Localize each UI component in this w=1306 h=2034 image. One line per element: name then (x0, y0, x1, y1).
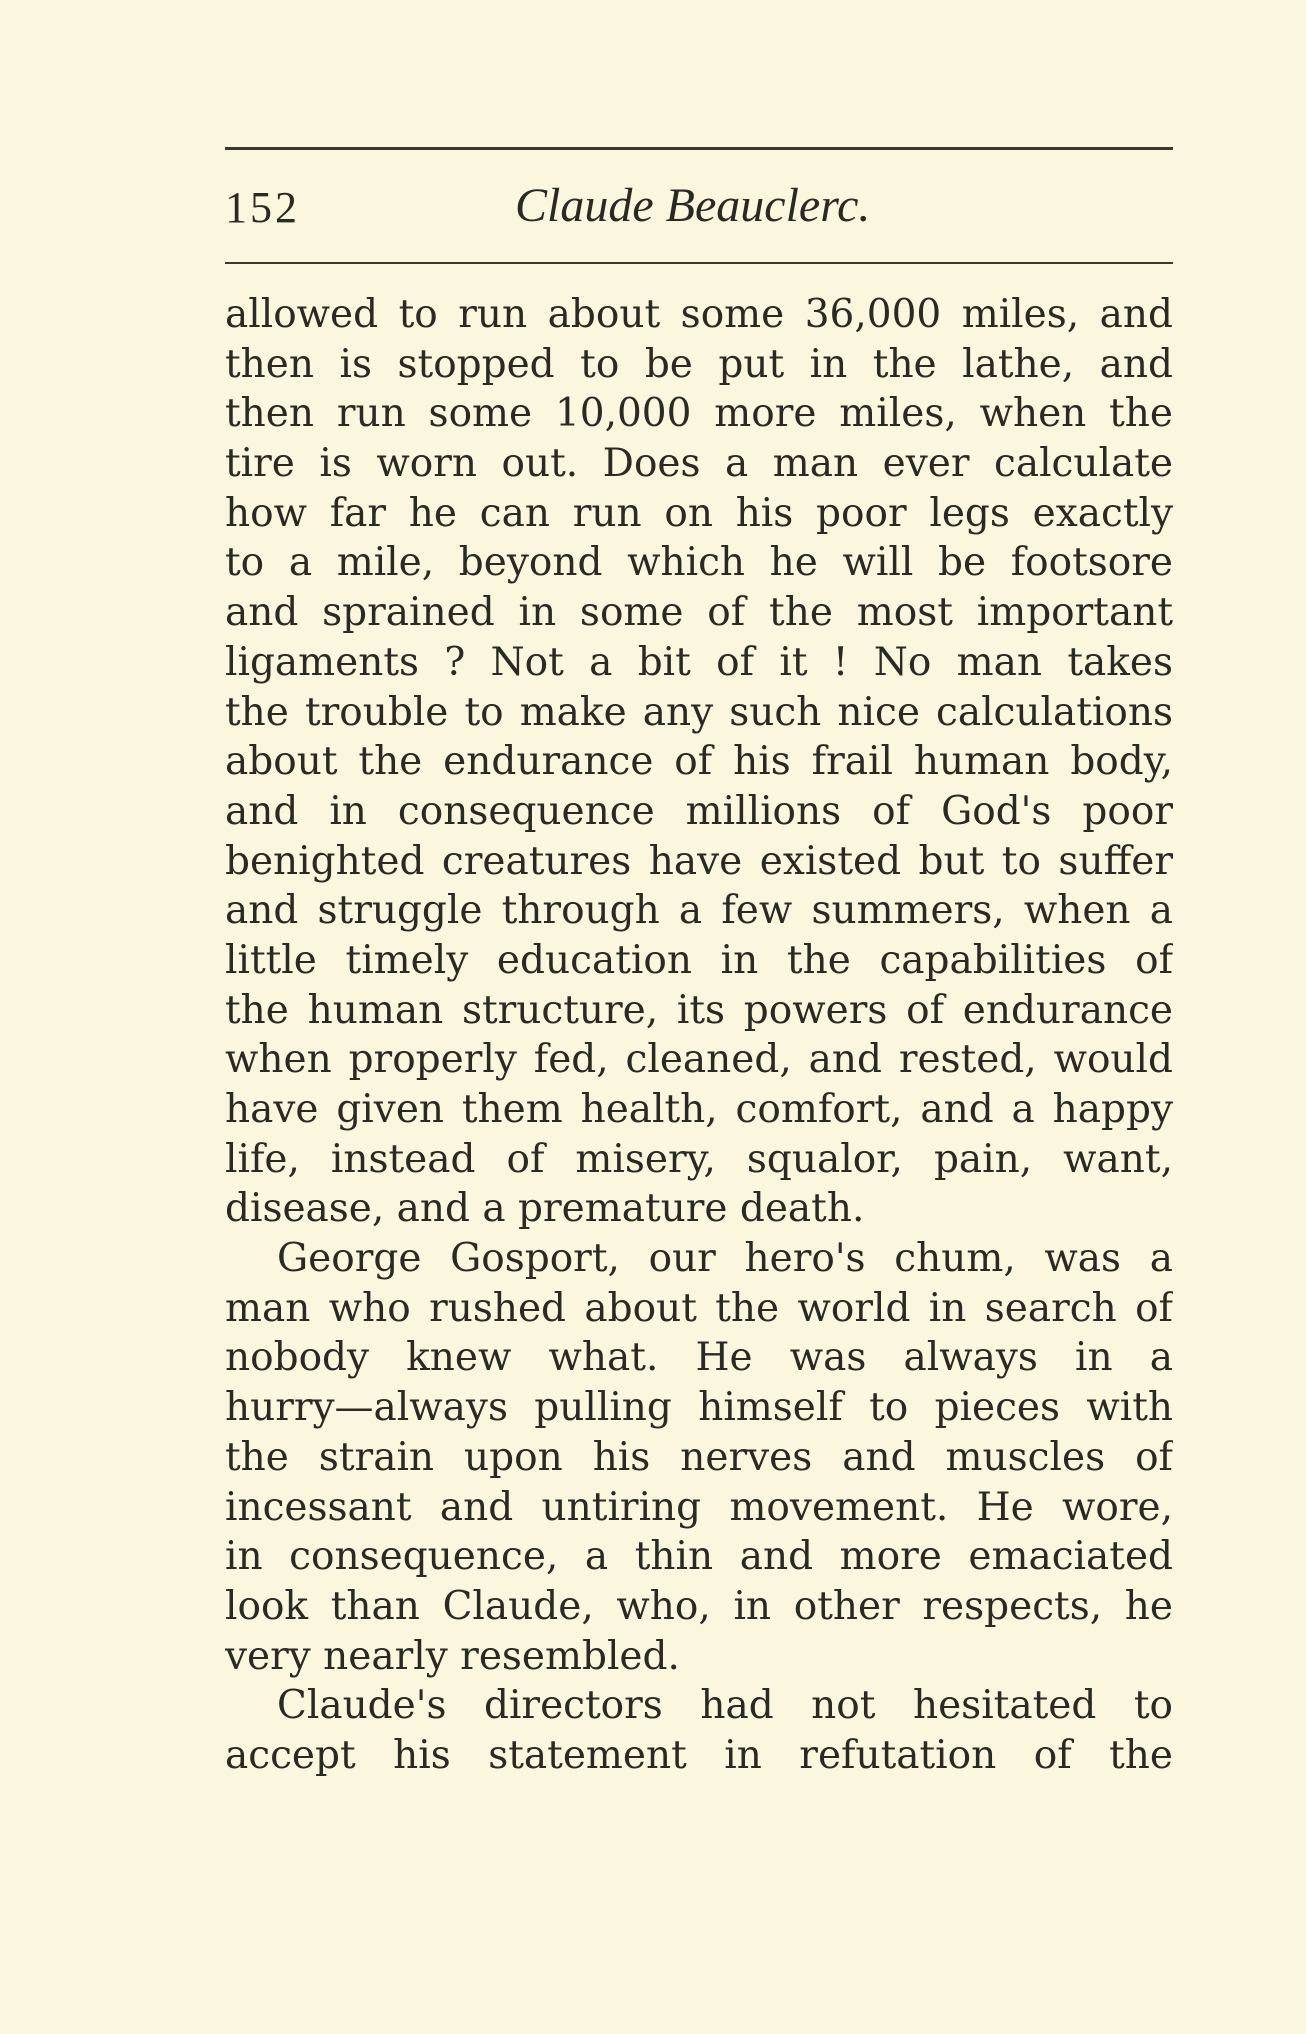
text-line: and sprained in some of the most important (225, 590, 1173, 636)
text-line: and struggle through a few summers, when a (225, 888, 1173, 934)
paragraph (225, 1234, 1173, 1681)
text-line: the human structure, its powers of endurance (225, 987, 1173, 1033)
text-line: then is stopped to be put in the lathe, and (225, 341, 1173, 387)
text-line: and in consequence millions of God's poor (225, 788, 1173, 834)
text-line: in consequence, a thin and more emaciated (225, 1534, 1173, 1580)
text-line: ligaments ? Not a bit of it ! No man takes (225, 639, 1173, 685)
text-line: nobody knew what. He was always in a (225, 1335, 1173, 1381)
paragraph (225, 1681, 1173, 1780)
text-line: about the endurance of his frail human body, (225, 739, 1173, 785)
text-line: very nearly resembled. (225, 1633, 680, 1679)
text-line: the strain upon his nerves and muscles of (225, 1434, 1173, 1480)
text-line: to a mile, beyond which he will be footsore (225, 540, 1173, 586)
text-line: tire is worn out. Does a man ever calculate (225, 441, 1173, 487)
text-line: benighted creatures have existed but to suffer (225, 838, 1173, 884)
text-line: incessant and untiring movement. He wore, (225, 1484, 1173, 1530)
text-line: life, instead of misery, squalor, pain, want, (225, 1136, 1173, 1182)
text-line: accept his statement in refutation of the (225, 1732, 1173, 1778)
text-line: disease, and a premature death. (225, 1186, 865, 1232)
text-line: hurry—always pulling himself to pieces with (225, 1385, 1173, 1431)
running-title: Claude Beauclerc. (515, 179, 871, 232)
text-line: the trouble to make any such nice calculations (225, 689, 1173, 735)
body-text (225, 290, 1173, 1781)
paragraph (225, 290, 1173, 1234)
text-line: look than Claude, who, in other respects, he (225, 1583, 1173, 1629)
text-line: allowed to run about some 36,000 miles, and (225, 292, 1173, 337)
header-top-rule (225, 147, 1173, 150)
text-line: have given them health, comfort, and a happy (225, 1087, 1173, 1132)
text-line: Claude's directors had not hesitated to (277, 1683, 1173, 1729)
text-line: little timely education in the capabilities of (225, 937, 1173, 983)
text-line: when properly fed, cleaned, and rested, would (225, 1037, 1173, 1083)
text-line: George Gosport, our hero's chum, was a (277, 1236, 1173, 1282)
text-line: how far he can run on his poor legs exactly (225, 490, 1173, 536)
text-line: then run some 10,000 more miles, when the (225, 391, 1173, 437)
header-bottom-rule (225, 262, 1173, 264)
text-line: man who rushed about the world in search of (225, 1285, 1173, 1331)
page-number: 152 (225, 183, 300, 232)
page-header (225, 170, 1173, 240)
